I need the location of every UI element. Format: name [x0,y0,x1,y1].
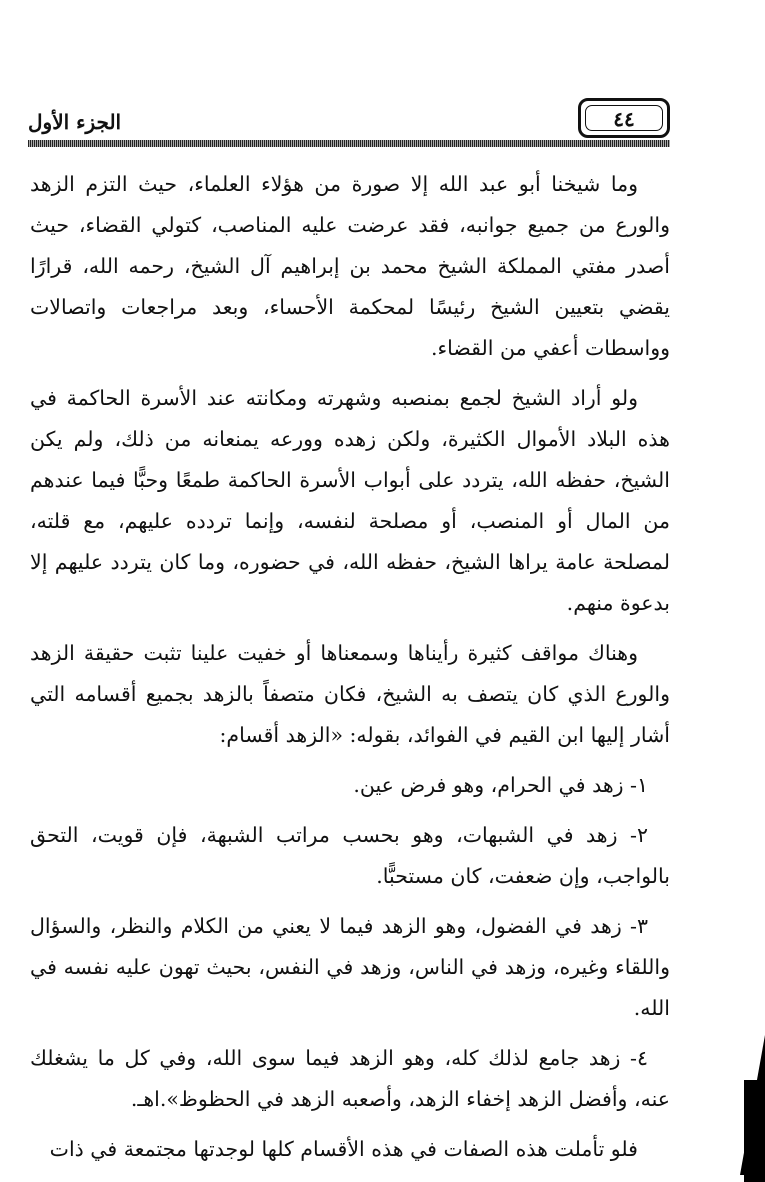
list-item-4: ٤- زهد جامع لذلك كله، وهو الزهد فيما سوى الله، وفي كل ما يشغلك عنه، وأفضل الزهد إخفاء الزهد، وأصعبه الزهد في الحظوظ».اهـ. [30,1046,670,1111]
list-item-2: ٢- زهد في الشبهات، وهو بحسب مراتب الشبهة، فإن قويت، التحق بالواجب، وإن ضعفت، كان مستحبًّا. [30,823,670,888]
list-item-3: ٣- زهد في الفضول، وهو الزهد فيما لا يعني من الكلام والنظر، والسؤال واللقاء وغيره، وزهد في الناس، وزهد في النفس، بحيث تهون عليه نفسه في الله. [30,914,670,1020]
closing-paragraph: فلو تأملت هذه الصفات في هذه الأقسام كلها لوجدتها مجتمعة في ذات [49,1137,638,1161]
scan-edge-block [744,1080,765,1182]
paragraph-1: وما شيخنا أبو عبد الله إلا صورة من هؤلاء العلماء، حيث التزم الزهد والورع من جميع جوانبه، فقد عرضت عليه المناصب، كتولي القضاء، حيث أصدر مفتي المملكة الشيخ محمد بن إبراهيم آل الشيخ، رحمه الله، قرارًا يقضي بتعيين الشيخ رئيسًا لمحكمة الأحساء، وبعد مراجعات واتصالات وواسطات أعفي من القضاء. [30,172,670,360]
body-text [30,164,670,1179]
list-item-1: ١- زهد في الحرام، وهو فرض عين. [353,773,648,797]
header-rule [28,140,670,147]
paragraph-2: ولو أراد الشيخ لجمع بمنصبه وشهرته ومكانته عند الأسرة الحاكمة في هذه البلاد الأموال الكثيرة، ولكن زهده وورعه يمنعانه من ذلك، ولم يكن الشيخ، حفظه الله، يتردد على أبواب الأسرة الحاكمة طمعًا وحبًّا فيما عندهم من المال أو المنصب، أو مصلحة لنفسه، وإنما تردده عليهم، مع قلته، لمصلحة عامة يراها الشيخ، حفظه الله، في حضوره، وما كان يتردد عليهم إلا بدعوة منهم. [30,386,670,615]
paragraph-3: وهناك مواقف كثيرة رأيناها وسمعناها أو خفيت علينا تثبت حقيقة الزهد والورع الذي كان يتصف به الشيخ، فكان متصفاً بالزهد بجميع أقسامه التي أشار إليها ابن القيم في الفوائد، بقوله: «الزهد أقسام: [30,641,670,747]
part-title: الجزء الأول [28,110,122,134]
page-number-frame [578,98,670,138]
page-number: ٤٤ [613,107,635,131]
page-header [28,98,670,146]
